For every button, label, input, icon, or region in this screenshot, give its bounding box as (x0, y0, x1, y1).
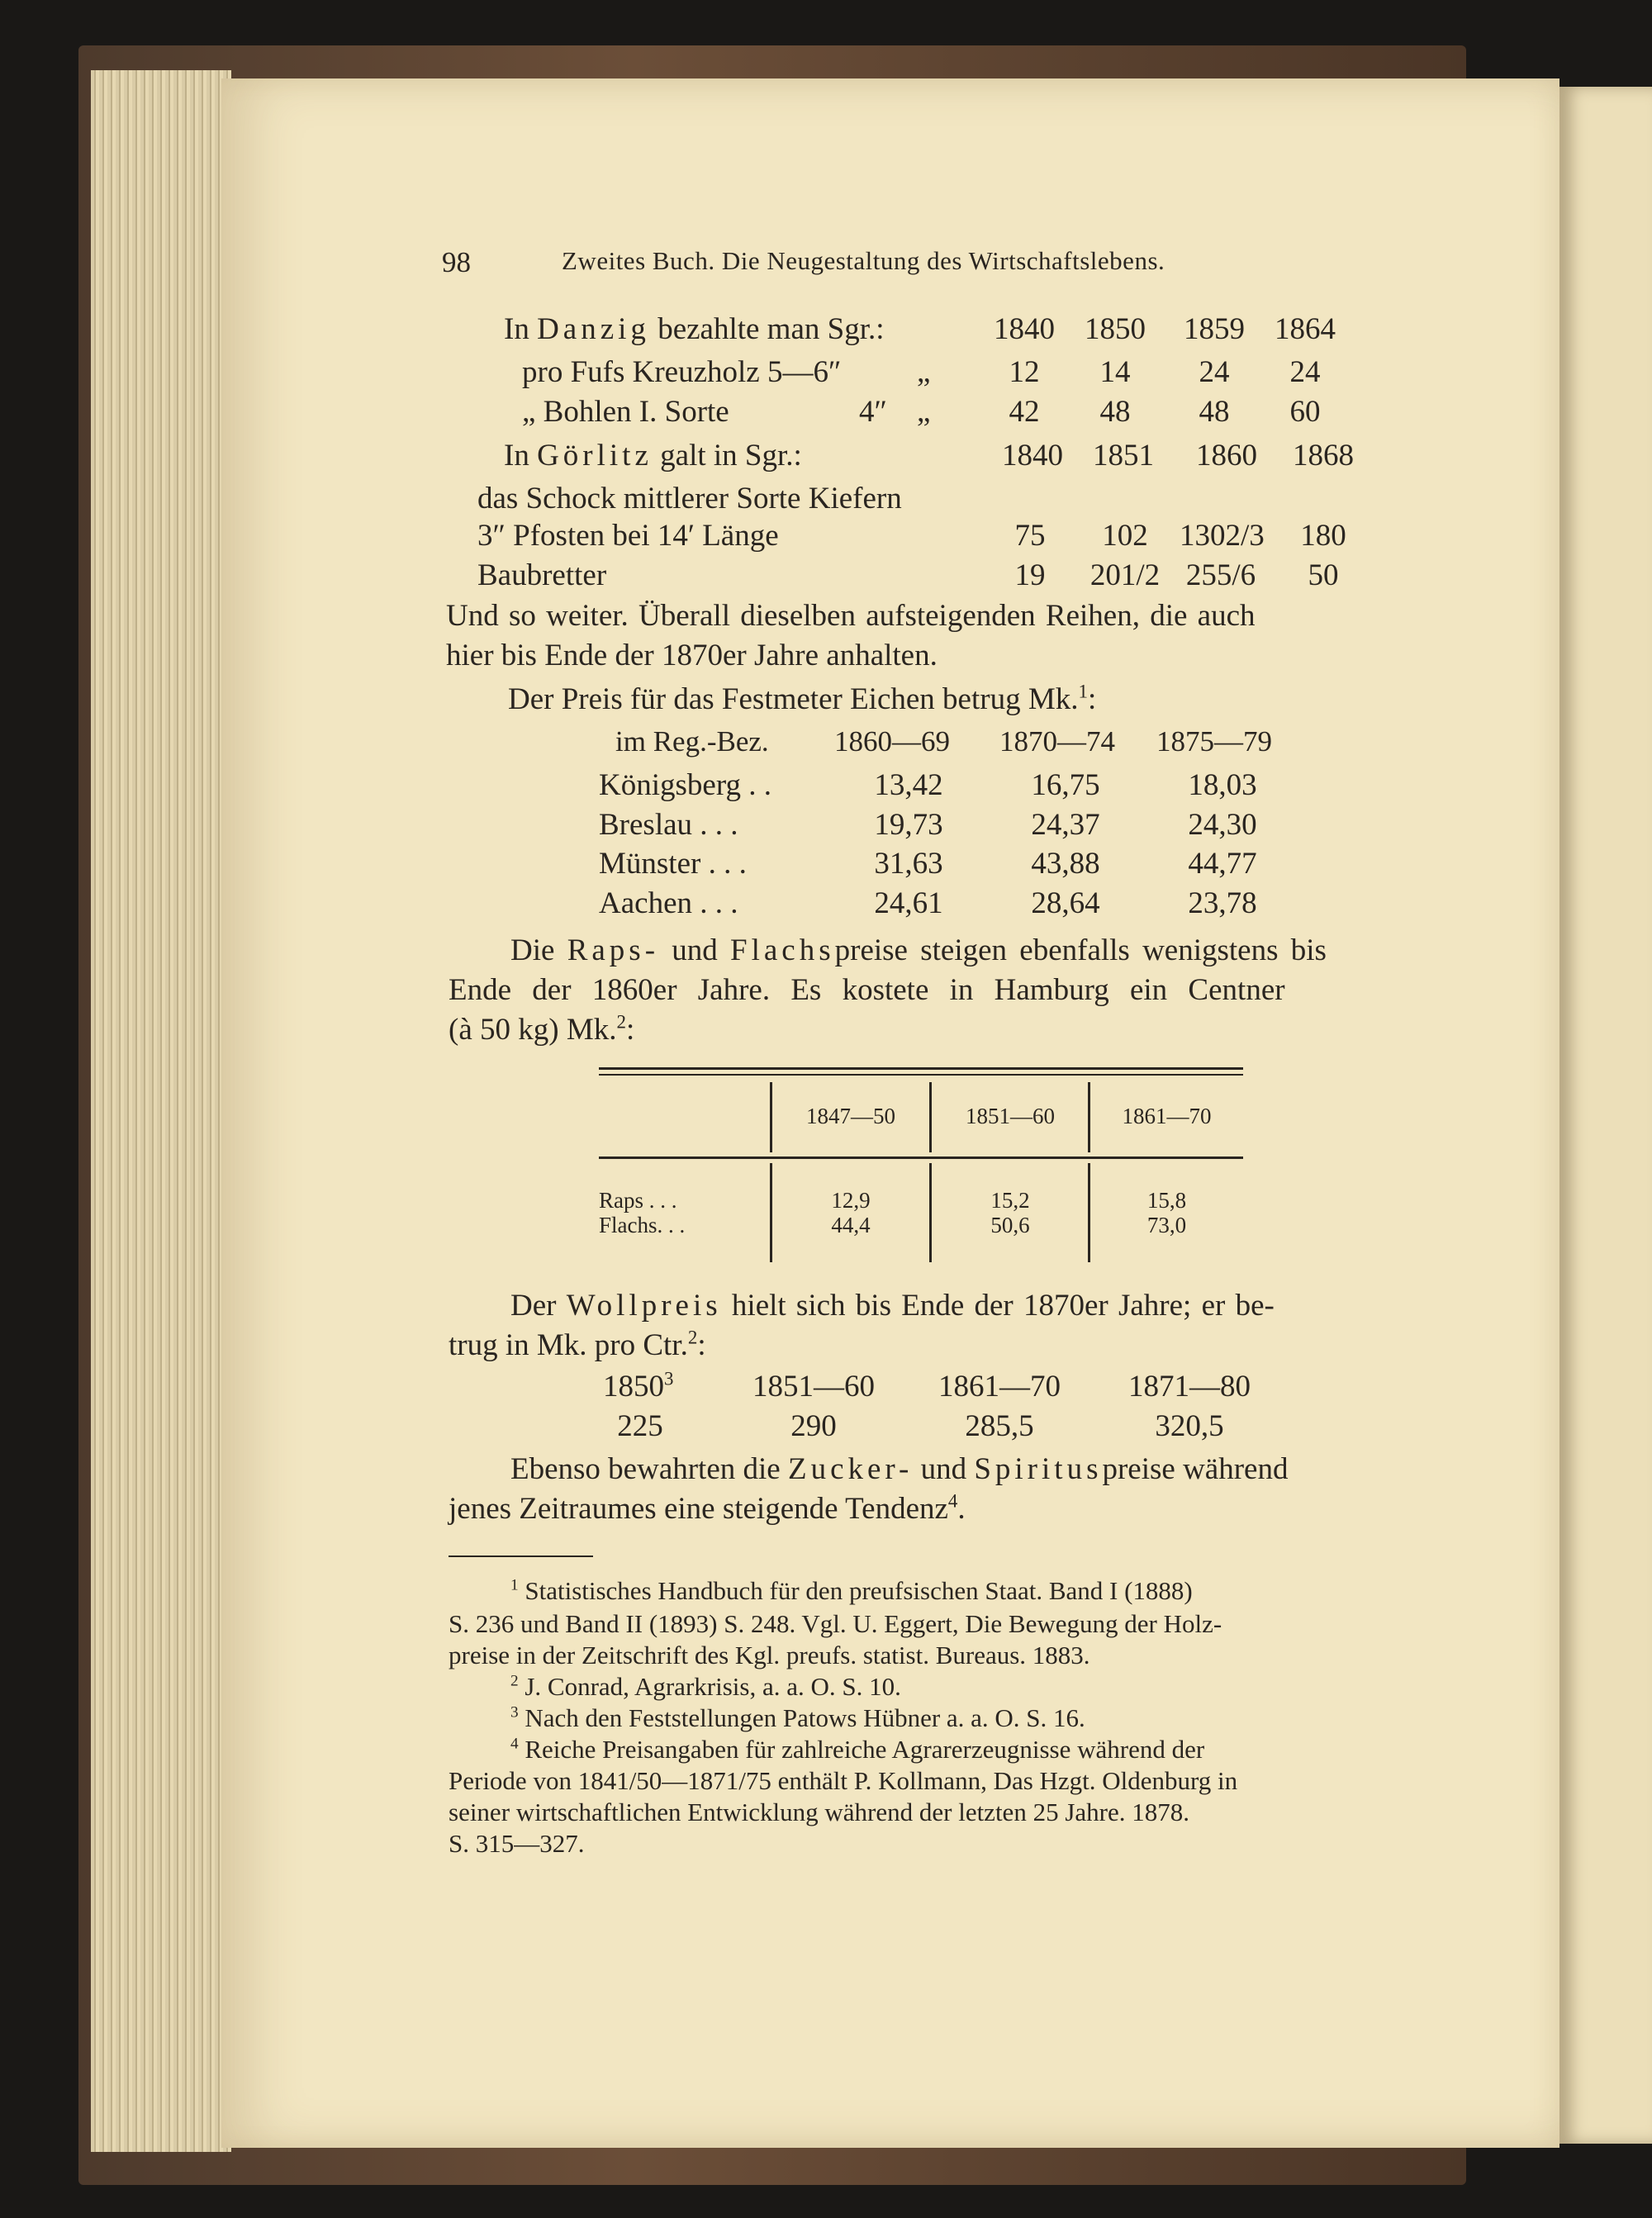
danzig-intro-prefix: In (504, 312, 529, 346)
text-run: Die (510, 933, 555, 967)
footnote-line: preise in der Zeitschrift des Kgl. preufs. statist. Bureaus. 1883. (449, 1641, 1090, 1669)
danzig-value: 12 (1009, 355, 1040, 389)
ditto-mark: „ (917, 395, 931, 429)
festmeter-row-name: Münster . . . (599, 847, 747, 881)
woll-value: 225 (617, 1409, 663, 1443)
woll-year: 1851—60 (752, 1370, 875, 1403)
raps-table-value: 44,4 (831, 1213, 871, 1237)
ditto-mark: „ (917, 355, 931, 389)
footnote-number: 2 (510, 1672, 519, 1690)
goerlitz-year: 1860 (1196, 439, 1257, 473)
punctuation: : (625, 1013, 635, 1047)
danzig-year: 1840 (994, 312, 1055, 346)
goerlitz-year: 1851 (1093, 439, 1154, 473)
goerlitz-value: 19 (1014, 558, 1046, 592)
goerlitz-row-label: 3″ Pfosten bei 14′ Länge (477, 519, 779, 553)
footnote-ref: 4 (947, 1490, 958, 1512)
festmeter-header: 1875—79 (1156, 725, 1272, 758)
festmeter-value: 24,30 (1188, 808, 1257, 842)
raps-table-value: 73,0 (1146, 1213, 1187, 1237)
footnote-line: S. 315—327. (449, 1829, 585, 1858)
goerlitz-intro-prefix: In (504, 439, 529, 473)
text-run: (à 50 kg) Mk. (449, 1013, 617, 1047)
table-header-rule (599, 1156, 1243, 1159)
next-page-edge (1559, 87, 1652, 2144)
footnote-line: Periode von 1841/50—1871/75 enthält P. Kollmann, Das Hzgt. Oldenburg in (449, 1766, 1238, 1795)
raps-table-row-name: Raps . . . (599, 1188, 677, 1213)
festmeter-header: 1860—69 (834, 725, 950, 758)
emphasis-flachs: Flachs (730, 933, 835, 967)
danzig-value: 48 (1099, 395, 1131, 429)
goerlitz-value: 201/2 (1089, 558, 1161, 592)
raps-table-row-name: Flachs. . . (599, 1213, 686, 1237)
danzig-intro (504, 314, 885, 344)
table-top-rule (599, 1067, 1243, 1070)
raps-table-value: 50,6 (990, 1213, 1030, 1237)
woll-year: 1871—80 (1128, 1370, 1251, 1403)
emphasis-zucker: Zucker- (787, 1452, 914, 1486)
footnote (510, 1705, 1085, 1731)
footnote-ref: 1 (1078, 681, 1088, 702)
goerlitz-intro (504, 440, 802, 471)
danzig-year: 1864 (1275, 312, 1336, 346)
text-run: preise steigen ebenfalls wenigstens bis (834, 933, 1327, 967)
text-run: Ebenso bewahrten die (510, 1452, 781, 1486)
woll-year: 1861—70 (938, 1370, 1061, 1403)
footnote-line: J. Conrad, Agrarkrisis, a. a. O. S. 10. (525, 1672, 901, 1701)
danzig-year: 1850 (1085, 312, 1146, 346)
woll-year-text: 1850 (603, 1370, 664, 1403)
danzig-value: 24 (1199, 355, 1230, 389)
text-run: und (920, 1452, 967, 1486)
footnote-line: Statistisches Handbuch für den preufsischen Staat. Band I (1888) (525, 1576, 1193, 1605)
footnote-ref: 2 (616, 1011, 626, 1033)
danzig-value: 42 (1009, 395, 1040, 429)
paragraph-line (449, 1011, 635, 1047)
festmeter-row-name: Breslau . . . (599, 808, 738, 842)
column-divider (770, 1163, 772, 1262)
woll-value: 285,5 (965, 1409, 1034, 1443)
text-run: Der (510, 1289, 557, 1323)
goerlitz-year: 1840 (1002, 439, 1063, 473)
raps-table-column: 1851—60 (966, 1104, 1055, 1128)
goerlitz-line: das Schock mittlerer Sorte Kiefern (477, 482, 902, 515)
text-run: trug in Mk. pro Ctr. (449, 1328, 688, 1362)
festmeter-row-name: Königsberg . . (599, 768, 771, 802)
column-divider (1088, 1163, 1090, 1262)
footnote-line: Reiche Preisangaben für zahlreiche Agrarerzeugnisse während der (525, 1735, 1205, 1764)
text-run: preise während (1102, 1452, 1289, 1486)
goerlitz-city: Görlitz (537, 439, 653, 473)
goerlitz-intro-suffix: galt in Sgr.: (660, 439, 802, 473)
footnote-number: 1 (510, 1576, 519, 1594)
footnote-number: 3 (510, 1703, 519, 1722)
footnote-ref: 2 (687, 1327, 698, 1348)
page-number: 98 (442, 246, 471, 278)
festmeter-value: 24,37 (1031, 808, 1100, 842)
text-run: und (672, 933, 718, 967)
footnote-line: seiner wirtschaftlichen Entwicklung während der letzten 25 Jahre. 1878. (449, 1798, 1189, 1826)
danzig-row-label: „ Bohlen I. Sorte (522, 395, 729, 429)
danzig-city: Danzig (537, 312, 650, 346)
goerlitz-value: 50 (1308, 558, 1339, 592)
paragraph-line (510, 1454, 1288, 1484)
woll-value: 320,5 (1155, 1409, 1224, 1443)
festmeter-value: 44,77 (1188, 847, 1257, 881)
goerlitz-value: 75 (1014, 519, 1046, 553)
woll-value: 290 (790, 1409, 837, 1443)
footnote (510, 1578, 1193, 1603)
danzig-intro-suffix: bezahlte man Sgr.: (657, 312, 885, 346)
goerlitz-value: 102 (1102, 519, 1148, 553)
goerlitz-value: 180 (1300, 519, 1346, 553)
danzig-row-measure: 4″ (859, 395, 887, 429)
raps-table-column: 1847—50 (806, 1104, 895, 1128)
paragraph-line (449, 1490, 966, 1526)
column-divider (929, 1163, 932, 1262)
footnote-rule (449, 1555, 593, 1557)
festmeter-intro-text: Der Preis für das Festmeter Eichen betrug Mk. (508, 682, 1079, 716)
festmeter-header: im Reg.-Bez. (615, 725, 769, 758)
woll-year (603, 1368, 674, 1403)
punctuation: : (1087, 682, 1097, 716)
emphasis-spiritus: Spiritus (974, 1452, 1103, 1486)
text-run: jenes Zeitraumes eine steigende Tendenz (449, 1492, 948, 1526)
footnote (510, 1736, 1204, 1762)
danzig-year: 1859 (1184, 312, 1245, 346)
danzig-value: 14 (1099, 355, 1131, 389)
festmeter-header: 1870—74 (999, 725, 1115, 758)
goerlitz-value: 1302/3 (1180, 519, 1265, 553)
festmeter-intro (508, 681, 1097, 716)
festmeter-value: 19,73 (874, 808, 943, 842)
danzig-value: 60 (1289, 395, 1321, 429)
raps-table-value: 15,8 (1146, 1188, 1187, 1213)
raps-table-value: 12,9 (831, 1188, 871, 1213)
footnote-line: S. 236 und Band II (1893) S. 248. Vgl. U. Eggert, Die Bewegung der Holz- (449, 1609, 1222, 1638)
goerlitz-row-label: Baubretter (477, 558, 607, 592)
goerlitz-year: 1868 (1293, 439, 1354, 473)
paragraph-line: Ende der 1860er Jahre. Es kostete in Hamburg ein Centner (449, 973, 1285, 1007)
paragraph-line: Und so weiter. Überall dieselben aufsteigenden Reihen, die auch (446, 599, 1256, 633)
goerlitz-value: 255/6 (1185, 558, 1256, 592)
punctuation: . (957, 1492, 966, 1526)
footnote (510, 1674, 901, 1699)
danzig-value: 48 (1199, 395, 1230, 429)
festmeter-row-name: Aachen . . . (599, 886, 738, 920)
festmeter-value: 13,42 (874, 768, 943, 802)
footnote-number: 4 (510, 1735, 519, 1753)
paragraph-line: hier bis Ende der 1870er Jahre anhalten. (446, 639, 938, 672)
footnote-ref: 3 (664, 1368, 674, 1389)
page-edges (91, 70, 231, 2152)
danzig-row-label: pro Fufs Kreuzholz 5—6″ (522, 355, 842, 389)
festmeter-value: 16,75 (1031, 768, 1100, 802)
footnote-line: Nach den Feststellungen Patows Hübner a. a. O. S. 16. (525, 1703, 1085, 1732)
paragraph-line (449, 1327, 706, 1362)
raps-table-value: 15,2 (990, 1188, 1030, 1213)
running-title: Zweites Buch. Die Neugestaltung des Wirtschaftslebens. (562, 246, 1165, 275)
festmeter-value: 43,88 (1031, 847, 1100, 881)
punctuation: : (697, 1328, 706, 1362)
table-top-rule (599, 1074, 1243, 1076)
paragraph-line (510, 935, 1327, 966)
danzig-value: 24 (1289, 355, 1321, 389)
text-run: hielt sich bis Ende der 1870er Jahre; er be- (731, 1289, 1275, 1323)
festmeter-value: 31,63 (874, 847, 943, 881)
festmeter-value: 24,61 (874, 886, 943, 920)
festmeter-value: 28,64 (1031, 886, 1100, 920)
raps-table-column: 1861—70 (1122, 1104, 1212, 1128)
festmeter-value: 18,03 (1188, 768, 1257, 802)
paragraph-line (510, 1290, 1275, 1321)
emphasis-wollpreis: Wollpreis (566, 1289, 722, 1323)
festmeter-value: 23,78 (1188, 886, 1257, 920)
emphasis-raps: Raps- (567, 933, 660, 967)
